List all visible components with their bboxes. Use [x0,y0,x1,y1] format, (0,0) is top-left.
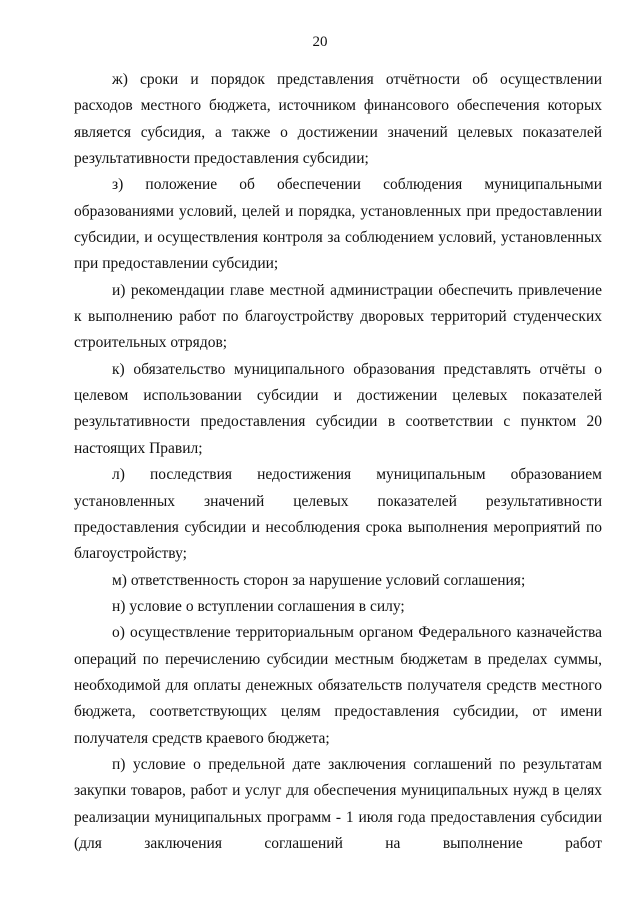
paragraph-z: з) положение об обеспечении соблюдения муниципальными образованиями условий, целей и порядка, установленных при предоставлении субсидии, и осуществления контроля за соблюдением условий, установленных при предоставлении субсидии; [74,176,602,273]
paragraph-m: м) ответственность сторон за нарушение условий соглашения; [112,571,526,589]
page-number: 20 [312,34,328,50]
paragraph-i: и) рекомендации главе местной администрации обеспечить привлечение к выполнению работ по благоустройству дворовых территорий студенческих строительных отрядов; [74,281,602,352]
paragraph-k: к) обязательство муниципального образования представлять отчёты о целевом использовании субсидии и достижении целевых показателей результативности предоставления субсидии в соответствии с пунктом 20 настоящих Правил; [74,360,602,457]
document-body [74,67,602,857]
paragraph-zh: ж) сроки и порядок представления отчётности об осуществлении расходов местного бюджета, источником финансового обеспечения которых является субсидия, а также о достижении значений целевых показателей результативности предоставления субсидии; [74,71,602,168]
paragraph-n: н) условие о вступлении соглашения в силу; [112,597,405,615]
paragraph-p: п) условие о предельной дате заключения соглашений по результатам закупки товаров, работ и услуг для обеспечения муниципальных нужд в целях реализации муниципальных программ - 1 июля года предоставления субсидии (для заключения соглашений на выполнение работ [74,755,602,852]
paragraph-o: о) осуществление территориальным органом Федерального казначейства операций по перечислению субсидии местным бюджетам в пределах суммы, необходимой для оплаты денежных обязательств получателя средств местного бюджета, соответствующих целям предоставления субсидии, от имени получателя средств краевого бюджета; [74,624,602,747]
paragraph-l: л) последствия недостижения муниципальным образованием установленных значений целевых показателей результативности предоставления субсидии и несоблюдения срока выполнения мероприятий по благоустройству; [74,466,602,563]
